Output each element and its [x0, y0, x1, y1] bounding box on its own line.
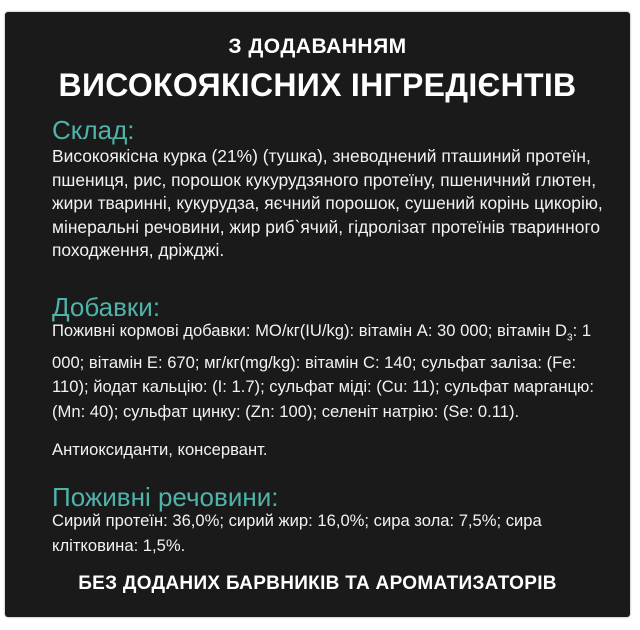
- additives-text-part2: : 1 000; вітамін Е: 670; мг/кг(mg/kg): вітамін С: 140; сульфат заліза: (Fe: 110); йодат кальцію: (I: 1.7); сульфат міді: (Cu: 11); сульфат марганцю: (Mn: 40); сульфат цинку: (Zn: 100); селеніт натрію: (Se: 0.11).: [52, 321, 594, 421]
- additives-note: Антиоксиданти, консервант.: [52, 440, 268, 459]
- header-subtitle: З ДОДАВАННЯМ: [228, 35, 407, 58]
- composition-text: Високоякісна курка (21%) (тушка), зневоднений пташиний протеїн, пшениця, рис, порошок кукурудзяного протеїну, пшеничний глютен, жири тваринні, кукурудза, яєчний порошок, сушений корінь цикорію, мінеральні речовини, жир риб`ячий, гідролізат протеїнів тваринного походження, дріжджі.: [52, 146, 603, 260]
- additives-text: [52, 319, 612, 424]
- additives-title: Добавки:: [52, 292, 161, 322]
- vitamin-d-subscript: 3: [567, 332, 573, 344]
- ingredients-panel: [5, 12, 630, 617]
- nutrients-text: Сирий протеїн: 36,0%; сирий жир: 16,0%; сира зола: 7,5%; сира клітковина: 1,5%.: [52, 511, 542, 555]
- header-title: ВИСОКОЯКІСНИХ ІНГРЕДІЄНТІВ: [58, 67, 577, 103]
- additives-text-part1: Поживні кормові добавки: МО/кг(IU/kg): вітамін А: 30 000; вітамін D: [52, 321, 568, 340]
- nutrients-title: Поживні речовини:: [52, 482, 279, 512]
- composition-title: Склад:: [52, 115, 135, 145]
- footer-statement: БЕЗ ДОДАНИХ БАРВНИКІВ ТА АРОМАТИЗАТОРІВ: [78, 573, 557, 594]
